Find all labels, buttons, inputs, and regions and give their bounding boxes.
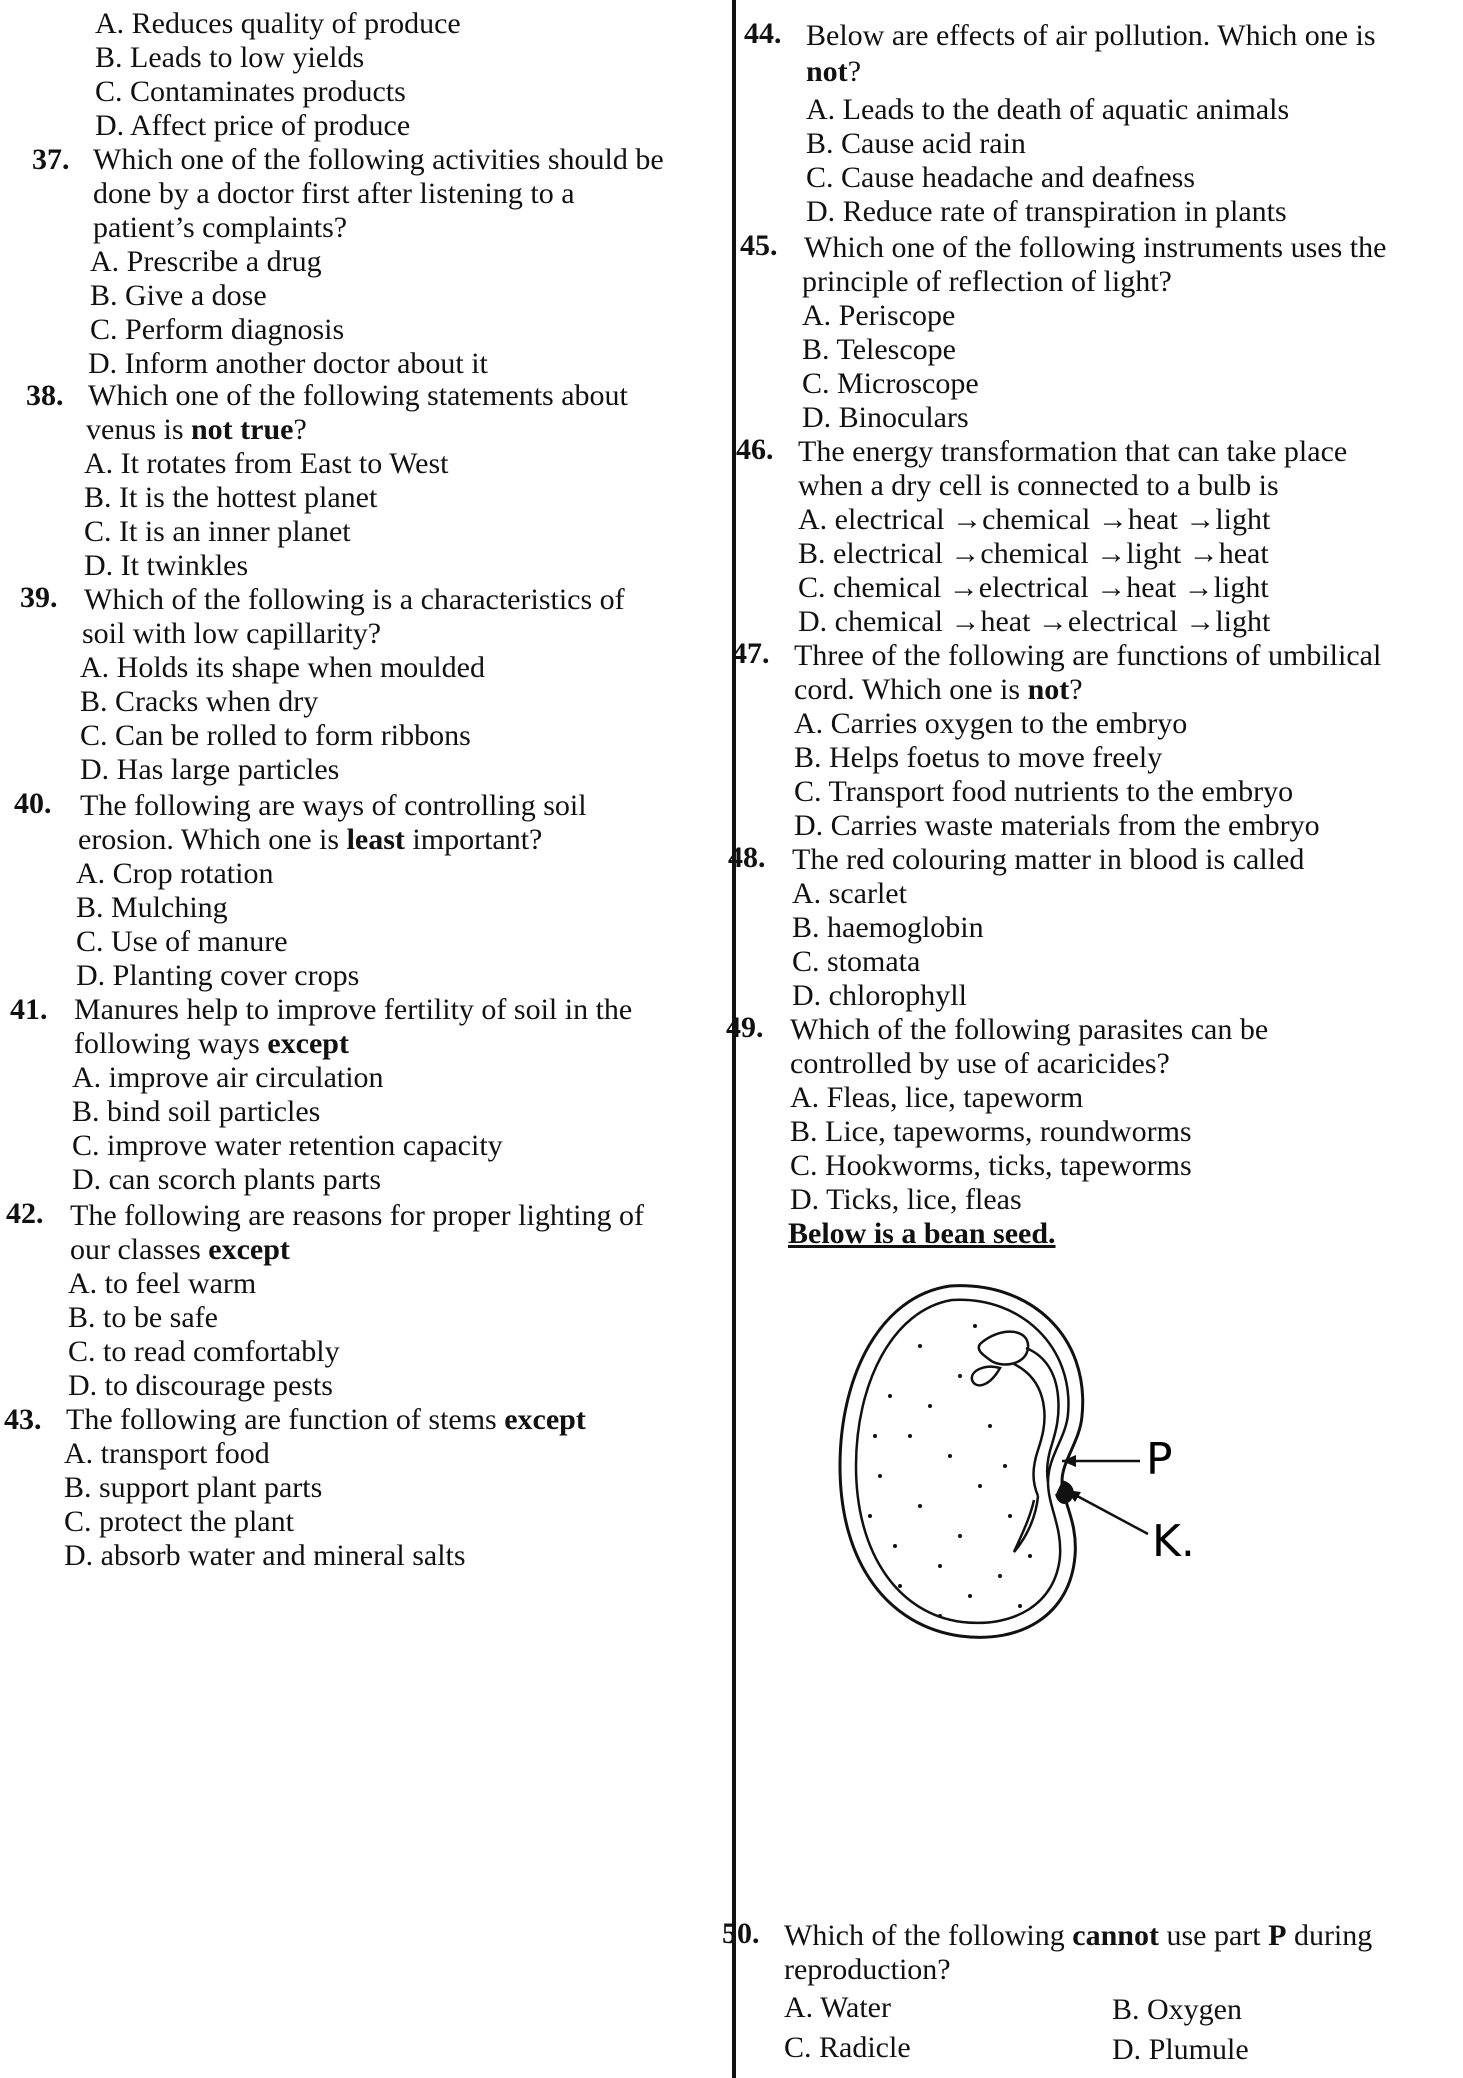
text-part: important?	[404, 823, 543, 856]
emphasis: not	[806, 55, 848, 88]
text-part: our classes	[70, 1233, 209, 1266]
option-b: B. haemoglobin	[792, 911, 984, 944]
text-part: during	[1286, 1919, 1373, 1952]
option-d: D. can scorch plants parts	[72, 1163, 382, 1196]
option-a: A. Leads to the death of aquatic animals	[806, 93, 1290, 126]
option-a: A. scarlet	[792, 877, 907, 910]
text-part: venus is	[86, 413, 191, 446]
energy-form: light	[1126, 537, 1182, 570]
label-line-k	[1066, 1490, 1148, 1534]
energy-form: light	[1215, 503, 1271, 536]
question-number: 47.	[732, 637, 770, 670]
text-part: ?	[847, 55, 862, 88]
question-text-line-1: The energy transformation that can take place	[798, 435, 1348, 468]
option-b: B. Mulching	[76, 891, 228, 924]
energy-form: chemical	[982, 503, 1091, 536]
option-b: B. Lice, tapeworms, roundworms	[790, 1115, 1192, 1148]
question-text-line-2: done by a doctor first after listening to a	[93, 177, 575, 210]
plumule-leaf	[972, 1367, 1000, 1386]
embryo-axis	[1014, 1364, 1045, 1496]
text-part: ?	[293, 413, 307, 446]
arrow-icon: →	[950, 537, 981, 570]
option-b: B. It is the hottest planet	[84, 481, 378, 514]
emphasis: cannot	[1072, 1919, 1159, 1952]
bean-seed-title: Below is a bean seed.	[788, 1217, 1056, 1250]
option-d: D. to discourage pests	[68, 1369, 333, 1402]
arrow-icon: →	[1097, 503, 1128, 536]
energy-form: A. electrical	[798, 503, 945, 536]
cotyledon-dots	[868, 1324, 1032, 1618]
option-c: C. Microscope	[802, 367, 979, 400]
option-d: D. Inform another doctor about it	[88, 347, 488, 380]
arrow-icon: →	[1037, 605, 1068, 638]
option-a: A. to feel warm	[68, 1267, 257, 1300]
question-text-line-1: Which of the following is a characteristics of	[84, 583, 625, 616]
emphasis: not true	[191, 413, 294, 446]
emphasis: P	[1268, 1919, 1287, 1952]
energy-form: light	[1215, 605, 1271, 638]
energy-form: D. chemical	[798, 605, 943, 638]
energy-form: heat	[1218, 537, 1269, 570]
energy-form: light	[1213, 571, 1269, 604]
arrow-icon: →	[1096, 537, 1127, 570]
text-part: ?	[1069, 673, 1083, 706]
energy-form: B. electrical	[798, 537, 943, 570]
emphasis: not	[1027, 673, 1070, 706]
question-text-line-1: Which one of the following instruments uses the	[804, 231, 1387, 264]
radicle	[1014, 1496, 1038, 1552]
question-number: 38.	[26, 379, 64, 412]
emphasis: except	[208, 1233, 290, 1266]
option-d: D. Affect price of produce	[95, 109, 411, 142]
option-d: D. Plumule	[1112, 2033, 1249, 2066]
arrow-icon: →	[1185, 503, 1216, 536]
option-d: D. absorb water and mineral salts	[64, 1539, 466, 1572]
question-text-line-1: The following are ways of controlling soil	[80, 789, 587, 822]
option-c: C. stomata	[792, 945, 921, 978]
arrow-icon: →	[1188, 537, 1219, 570]
question-number: 48.	[728, 841, 766, 874]
option-c: C. Perform diagnosis	[90, 313, 345, 346]
question-number: 42.	[6, 1197, 44, 1230]
option-b: B. Cause acid rain	[806, 127, 1026, 160]
option-c: C. protect the plant	[64, 1505, 294, 1538]
label-p: P	[1146, 1434, 1173, 1485]
arrow-icon: →	[948, 571, 979, 604]
option-c: C. It is an inner planet	[84, 515, 351, 548]
option-a: A. It rotates from East to West	[84, 447, 449, 480]
question-text-line-2: reproduction?	[784, 1953, 951, 1986]
energy-form: heat	[1127, 503, 1178, 536]
question-text-line-1: The red colouring matter in blood is called	[792, 843, 1305, 876]
question-number: 37.	[32, 143, 70, 176]
option-b: B. Cracks when dry	[80, 685, 319, 718]
text-part: The following are function of stems	[66, 1403, 505, 1436]
option-c: C. Radicle	[784, 2031, 911, 2064]
text-part: Which of the following	[784, 1919, 1073, 1952]
option-c: C. Cause headache and deafness	[806, 161, 1196, 194]
question-text-line-1: The following are reasons for proper lighting of	[70, 1199, 644, 1232]
question-text-line-1: Which one of the following activities should be	[93, 143, 664, 176]
option-b: B. to be safe	[68, 1301, 218, 1334]
question-number: 45.	[740, 229, 778, 262]
option-a: A. Holds its shape when moulded	[80, 651, 485, 684]
embryo-axis	[1026, 1348, 1059, 1482]
option-d: D. It twinkles	[84, 549, 249, 582]
emphasis: least	[346, 823, 405, 856]
text-part: following ways	[74, 1027, 268, 1060]
question-number: 46.	[736, 433, 774, 466]
arrow-icon: →	[1185, 605, 1216, 638]
arrow-icon: →	[950, 605, 981, 638]
option-d: D. Reduce rate of transpiration in plants	[806, 195, 1287, 228]
option-c: C. Can be rolled to form ribbons	[80, 719, 471, 752]
cotyledon-outline	[856, 1300, 1068, 1623]
option-b: B. Oxygen	[1112, 1993, 1242, 2026]
option-a: A. Reduces quality of produce	[95, 7, 461, 40]
question-number: 44.	[744, 17, 782, 50]
question-number: 40.	[14, 787, 52, 820]
energy-form: electrical	[1067, 605, 1178, 638]
option-a: A. Carries oxygen to the embryo	[794, 707, 1188, 740]
option-b: B. bind soil particles	[72, 1095, 321, 1128]
question-text-line-1: Three of the following are functions of umbilical	[794, 639, 1382, 672]
bean-seed-diagram	[800, 1256, 1250, 1666]
option-c: C. Use of manure	[76, 925, 288, 958]
arrow-icon: →	[1096, 571, 1127, 604]
question-text-line-2: principle of reflection of light?	[802, 265, 1172, 298]
energy-form: C. chemical	[798, 571, 942, 604]
question-text-line-2: when a dry cell is connected to a bulb is	[798, 469, 1279, 502]
text-part: erosion. Which one is	[78, 823, 347, 856]
option-a: A. Prescribe a drug	[90, 245, 322, 278]
text-part: cord. Which one is	[794, 673, 1028, 706]
option-a: A. Crop rotation	[76, 857, 274, 890]
option-a: A. transport food	[64, 1437, 270, 1470]
option-b: B. Leads to low yields	[95, 41, 365, 74]
text-part: use part	[1158, 1919, 1269, 1952]
question-text-line-1: Which of the following parasites can be	[790, 1013, 1269, 1046]
question-number: 43.	[4, 1403, 42, 1436]
option-d: D. Binoculars	[802, 401, 969, 434]
option-b: B. Telescope	[802, 333, 956, 366]
option-d: D. chlorophyll	[792, 979, 967, 1012]
option-d: D. Has large particles	[80, 753, 340, 786]
option-b: B. support plant parts	[64, 1471, 323, 1504]
emphasis: except	[504, 1403, 586, 1436]
plumule-leaf	[979, 1332, 1028, 1365]
energy-form: heat	[980, 605, 1031, 638]
option-d: D. Ticks, lice, fleas	[790, 1183, 1022, 1216]
option-c: C. Hookworms, ticks, tapeworms	[790, 1149, 1192, 1182]
option-b: B. Give a dose	[90, 279, 267, 312]
option-c: C. to read comfortably	[68, 1335, 340, 1368]
question-text-line-1: Below are effects of air pollution. Which one is	[806, 19, 1376, 52]
question-text-line-1: Manures help to improve fertility of soil in the	[74, 993, 633, 1026]
option-b: B. Helps foetus to move freely	[794, 741, 1163, 774]
option-c: C. Contaminates products	[95, 75, 406, 108]
question-number: 50.	[722, 1917, 760, 1950]
question-text-line-2: controlled by use of acaricides?	[790, 1047, 1170, 1080]
option-c: C. Transport food nutrients to the embryo	[794, 775, 1294, 808]
option-a: A. Water	[784, 1991, 891, 2024]
label-k: K.	[1152, 1516, 1195, 1567]
question-number: 49.	[726, 1011, 764, 1044]
question-text-line-2: soil with low capillarity?	[82, 617, 382, 650]
question-text-line-3: patient’s complaints?	[93, 211, 348, 244]
arrow-icon: →	[1183, 571, 1214, 604]
emphasis: except	[267, 1027, 349, 1060]
option-a: A. improve air circulation	[72, 1061, 384, 1094]
energy-form: chemical	[980, 537, 1089, 570]
arrow-icon: →	[952, 503, 983, 536]
option-a: A. Periscope	[802, 299, 956, 332]
option-a: A. Fleas, lice, tapeworm	[790, 1081, 1084, 1114]
energy-form: electrical	[978, 571, 1089, 604]
option-d: D. Planting cover crops	[76, 959, 360, 992]
option-c: C. improve water retention capacity	[72, 1129, 503, 1162]
question-number: 41.	[10, 993, 48, 1026]
question-number: 39.	[20, 581, 58, 614]
energy-form: heat	[1126, 571, 1177, 604]
question-text-line-1: Which one of the following statements about	[88, 379, 628, 412]
option-d: D. Carries waste materials from the embryo	[794, 809, 1320, 842]
